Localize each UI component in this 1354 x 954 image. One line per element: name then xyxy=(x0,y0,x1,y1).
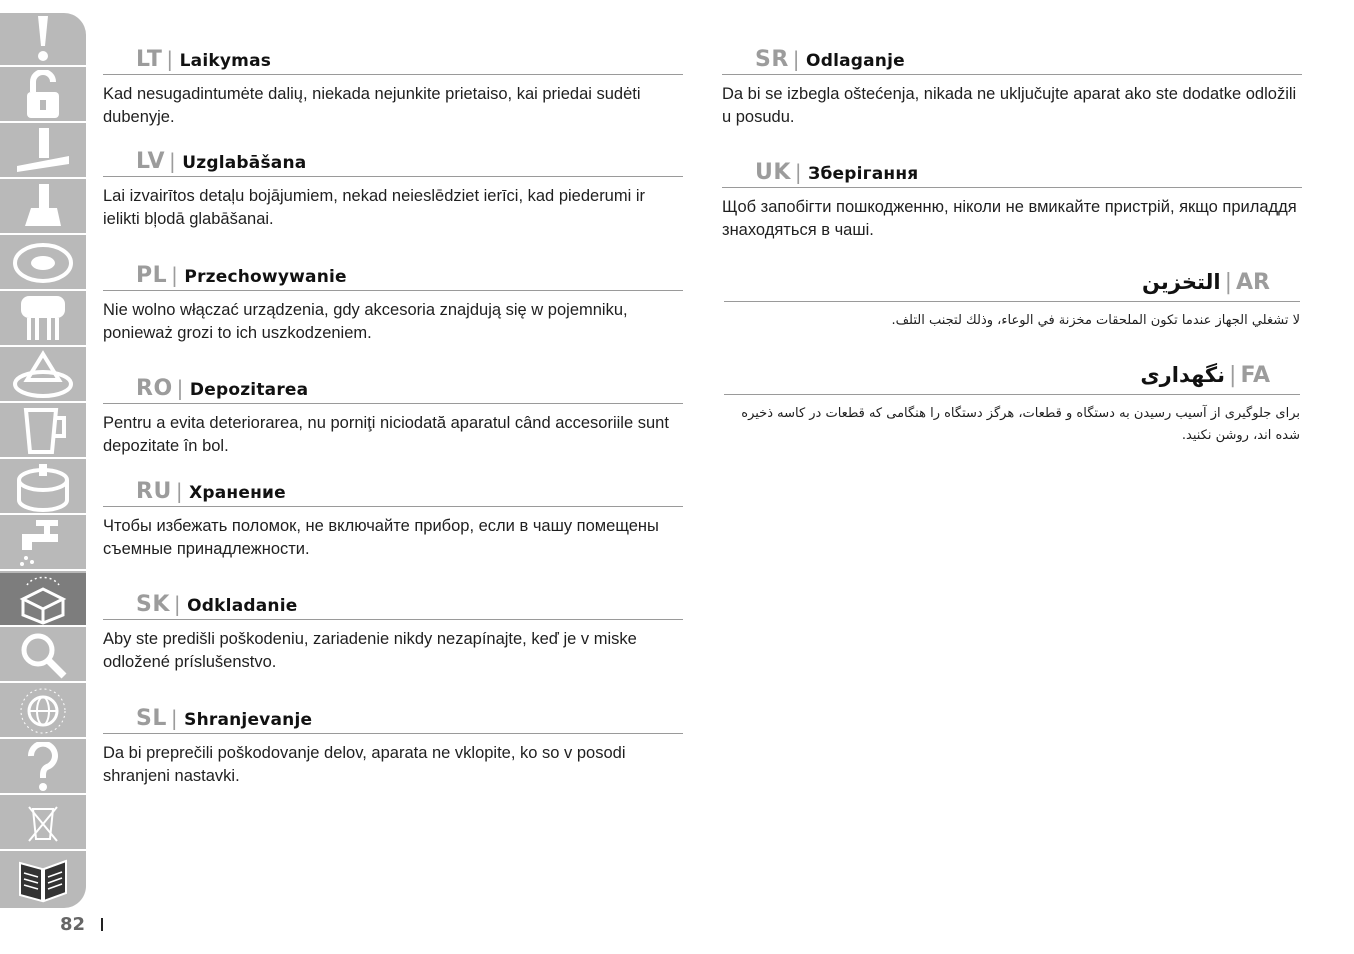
section-ru xyxy=(103,476,683,561)
tab-magnifier[interactable] xyxy=(0,629,86,683)
language-code: FA xyxy=(1240,363,1270,388)
language-code: LV xyxy=(136,149,166,174)
magnifier-icon xyxy=(18,630,68,680)
world-guarantee-icon xyxy=(18,686,68,736)
tab-recycle-bin[interactable] xyxy=(0,797,86,851)
tab-warning[interactable] xyxy=(0,13,86,67)
language-code: PL xyxy=(136,263,168,288)
section-ro xyxy=(103,373,683,458)
language-code: SL xyxy=(136,706,167,731)
section-ar xyxy=(724,259,1300,332)
disc-icon xyxy=(11,240,75,286)
section-heading: LT | Laikymas xyxy=(103,44,683,75)
section-text: برای جلوگیری از آسیب رسیدن به دستگاه و قطعات، هرگز دستگاه را هنگامی که قطعات در کاسه ذخیره شده اند، روشن نکنید. xyxy=(741,406,1300,443)
section-sr xyxy=(722,44,1302,129)
section-text: Pentru a evita deteriorarea, nu porniţi niciodată aparatul când accesoriile sunt depozitate în bol. xyxy=(103,414,669,455)
section-lt xyxy=(103,44,683,129)
tab-blade[interactable] xyxy=(0,125,86,179)
blade-icon xyxy=(13,126,73,176)
language-code: LT xyxy=(136,47,163,72)
tab-unlock[interactable] xyxy=(0,69,86,123)
section-text: Da bi preprečili poškodovanje delov, aparata ne vklopite, ko so v posodi shranjeni nastavki. xyxy=(103,744,626,785)
section-text: Nie wolno włączać urządzenia, gdy akcesoria znajdują się w pojemniku, ponieważ grozi to ich uszkodzeniem. xyxy=(103,301,628,342)
language-code: UK xyxy=(755,160,791,185)
page-number: 82 xyxy=(60,914,86,935)
dough-tool-icon xyxy=(13,182,73,232)
recycle-bin-icon xyxy=(23,801,63,845)
section-title: Odlaganje xyxy=(806,51,905,71)
section-text: Щоб запобігти пошкодженню, ніколи не вмикайте пристрій, якщо приладдя знаходяться в чаші. xyxy=(722,198,1297,239)
section-heading: PL | Przechowywanie xyxy=(103,260,683,291)
sidebar-tabs xyxy=(0,13,86,908)
tab-whisk[interactable] xyxy=(0,293,86,347)
section-text: Da bi se izbegla oštećenja, nikada ne uključujte aparat ako ste dodatke odložili u posudu. xyxy=(722,85,1297,126)
section-heading: UK | Зберігання xyxy=(722,157,1302,188)
section-uk xyxy=(722,157,1302,242)
tab-storage[interactable] xyxy=(0,573,86,627)
whisk-icon xyxy=(13,294,73,344)
faucet-icon xyxy=(18,518,68,568)
tab-world-guarantee[interactable] xyxy=(0,685,86,739)
section-fa xyxy=(724,352,1300,447)
section-heading: RU | Хранение xyxy=(103,476,683,507)
language-code: SK xyxy=(136,592,170,617)
section-pl xyxy=(103,260,683,345)
storage-icon xyxy=(13,573,73,625)
section-title: Зберігання xyxy=(808,164,919,184)
section-title: Uzglabāšana xyxy=(182,153,307,173)
section-text: Чтобы избежать поломок, не включайте прибор, если в чашу помещены съемные принадлежности. xyxy=(103,517,659,558)
tab-disc[interactable] xyxy=(0,237,86,291)
section-text: Lai izvairītos detaļu bojājumiem, nekad neieslēdziet ierīci, kad piederumi ir ielikti bļodā glabāšanai. xyxy=(103,187,646,228)
section-heading: SL | Shranjevanje xyxy=(103,703,683,734)
section-lv xyxy=(103,146,683,231)
section-sk xyxy=(103,589,683,674)
blender-jar-icon xyxy=(18,406,68,456)
section-title: Depozitarea xyxy=(189,380,309,400)
page-number-divider xyxy=(101,918,103,931)
section-heading: SK | Odkladanie xyxy=(103,589,683,620)
section-title: التخزين xyxy=(1141,270,1221,294)
question-icon xyxy=(23,742,63,792)
language-code: RU xyxy=(136,479,172,504)
food-processor-icon xyxy=(11,462,75,512)
section-heading: نگهداری | FA xyxy=(724,352,1300,395)
section-title: Przechowywanie xyxy=(184,267,347,287)
section-title: Shranjevanje xyxy=(184,710,313,730)
section-heading: التخزين | AR xyxy=(724,259,1300,302)
section-title: Odkladanie xyxy=(187,596,298,616)
section-heading: RO | Depozitarea xyxy=(103,373,683,404)
language-code: RO xyxy=(136,376,173,401)
tab-dough-tool[interactable] xyxy=(0,181,86,235)
tab-manual-book[interactable] xyxy=(0,853,86,907)
section-heading: SR | Odlaganje xyxy=(722,44,1302,75)
manual-book-icon xyxy=(16,857,70,903)
section-title: Хранение xyxy=(189,483,286,503)
unlock-icon xyxy=(21,70,65,120)
citrus-press-icon xyxy=(11,350,75,400)
language-code: SR xyxy=(755,47,789,72)
section-sl xyxy=(103,703,683,788)
section-text: لا تشغلي الجهاز عندما تكون الملحقات مخزنة في الوعاء، وذلك لتجنب التلف. xyxy=(891,313,1300,328)
section-text: Kad nesugadintumėte dalių, niekada nejunkite prietaiso, kai priedai sudėti dubenyje. xyxy=(103,85,641,126)
section-text: Aby ste predišli poškodeniu, zariadenie nikdy nezapínajte, keď je v miske odložené príslušenstvo. xyxy=(103,630,637,671)
tab-citrus-press[interactable] xyxy=(0,349,86,403)
section-title: نگهداری xyxy=(1140,363,1226,387)
tab-blender-jar[interactable] xyxy=(0,405,86,459)
tab-food-processor[interactable] xyxy=(0,461,86,515)
warning-icon xyxy=(23,14,63,64)
tab-question[interactable] xyxy=(0,741,86,795)
language-code: AR xyxy=(1236,270,1270,295)
section-heading: LV | Uzglabāšana xyxy=(103,146,683,177)
section-title: Laikymas xyxy=(179,51,272,71)
tab-faucet[interactable] xyxy=(0,517,86,571)
